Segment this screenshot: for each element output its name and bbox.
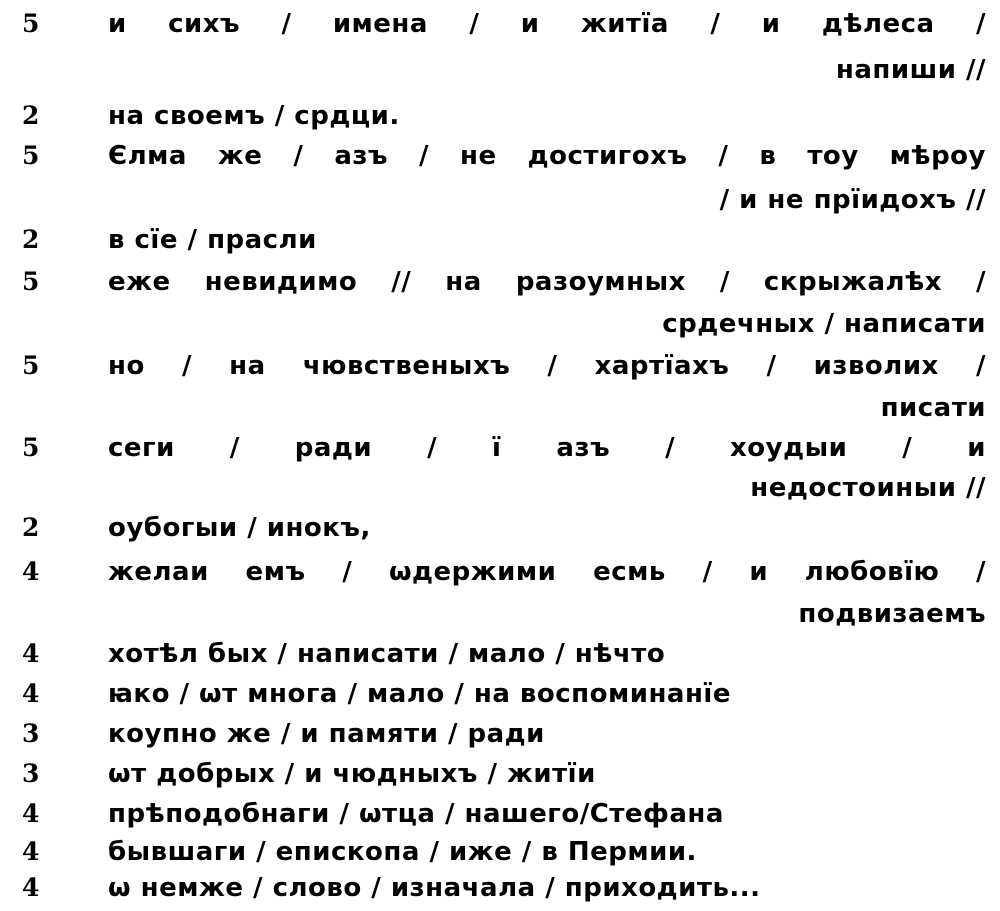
syllable-count: 4	[22, 557, 40, 586]
verse-line-continuation	[0, 180, 1000, 220]
verse-text: бывшаги / епископа / иже / в Пермии.	[108, 837, 697, 867]
syllable-count: 3	[22, 719, 40, 748]
syllable-count: 4	[22, 837, 40, 866]
verse-line	[0, 220, 1000, 260]
verse-line	[0, 96, 1000, 136]
verse-text: оубогыи / инокъ,	[108, 513, 371, 543]
verse-text: сеги / ради / ї азъ / хоудыи / и	[108, 433, 986, 463]
verse-text: коупно же / и памяти / ради	[108, 719, 545, 749]
syllable-count: 5	[22, 267, 40, 296]
syllable-count: 2	[22, 225, 40, 254]
syllable-count: 2	[22, 101, 40, 130]
verse-line-continuation	[0, 594, 1000, 634]
verse-text: / и не прїидохъ //	[719, 185, 986, 215]
verse-line	[0, 428, 1000, 468]
verse-text: ѡ немже / слово / изначала / приходить...	[108, 873, 761, 903]
verse-text: на своемъ / срдци.	[108, 101, 400, 131]
syllable-count: 4	[22, 799, 40, 828]
verse-line	[0, 714, 1000, 754]
verse-text: напиши //	[835, 55, 986, 85]
verse-line-continuation	[0, 468, 1000, 508]
verse-text: прѣподобнаги / ѡтца / нашего/Стефана	[108, 799, 724, 829]
verse-line	[0, 794, 1000, 834]
verse-text: ꙗко / ѡт многа / мало / на воспоминанїе	[108, 679, 731, 709]
verse-text: и сихъ / имена / и житїа / и дѣлеса /	[108, 9, 986, 39]
syllable-count: 5	[22, 9, 40, 38]
verse-line	[0, 754, 1000, 794]
verse-line-continuation	[0, 304, 1000, 344]
verse-line-continuation	[0, 388, 1000, 428]
syllable-count: 4	[22, 873, 40, 902]
syllable-count: 2	[22, 513, 40, 542]
verse-line	[0, 136, 1000, 176]
verse-text: желаи емъ / ѡдержими есмь / и любовїю /	[108, 557, 986, 587]
verse-line	[0, 634, 1000, 674]
verse-text: срдечных / написати	[662, 309, 986, 339]
verse-text: в сїе / прасли	[108, 225, 317, 255]
verse-text: но / на чювственыхъ / хартїахъ / изволих /	[108, 351, 986, 381]
syllable-count: 3	[22, 759, 40, 788]
verse-text: Єлма же / азъ / не достигохъ / в тоу мѣроу	[108, 141, 986, 171]
verse-line	[0, 868, 1000, 908]
verse-text: недостоиныи //	[750, 473, 986, 503]
verse-line-continuation	[0, 50, 1000, 90]
verse-text: подвизаемъ	[798, 599, 986, 629]
syllable-count: 4	[22, 679, 40, 708]
verse-line	[0, 262, 1000, 302]
syllable-count: 4	[22, 639, 40, 668]
verse-text: писати	[880, 393, 986, 423]
verse-line	[0, 508, 1000, 548]
verse-text: ѡт добрых / и чюдныхъ / житїи	[108, 759, 596, 789]
verse-line	[0, 674, 1000, 714]
verse-line	[0, 832, 1000, 872]
syllable-count: 5	[22, 433, 40, 462]
verse-text: еже невидимо // на разоумных / скрыжалѣх /	[108, 267, 986, 297]
verse-line	[0, 346, 1000, 386]
verse-line	[0, 552, 1000, 592]
syllable-count: 5	[22, 141, 40, 170]
verse-line	[0, 4, 1000, 44]
syllable-count: 5	[22, 351, 40, 380]
verse-text: хотѣл бых / написати / мало / нѣчто	[108, 639, 666, 669]
